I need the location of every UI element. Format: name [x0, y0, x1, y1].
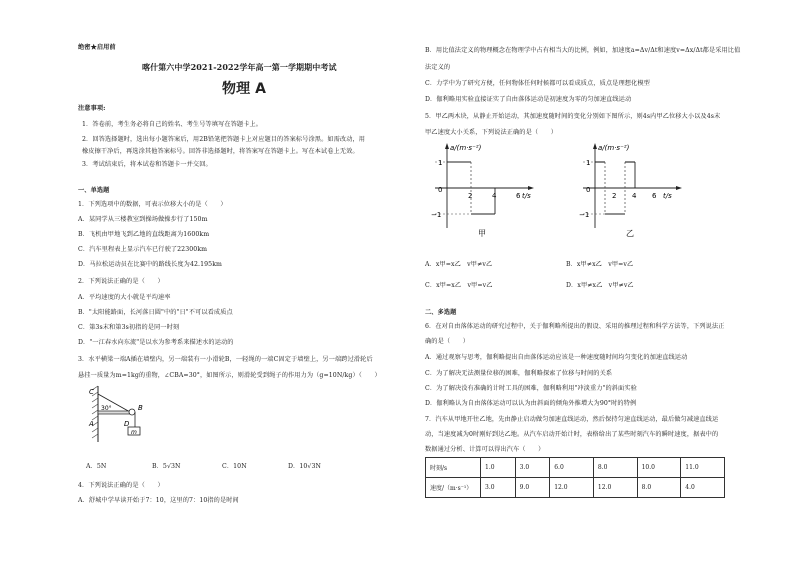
note-2-cont: 橡皮擦干净后，再选涂其他答案标号。回答非选择题时，将答案写在答题卡上。写在本试卷上无效。 [82, 148, 359, 155]
q4-option-c: C．力学中为了研究方便，任何物体任何时候都可以看成质点，质点是理想化模型 [425, 80, 650, 87]
table-cell: 10.0 [637, 458, 681, 478]
q6-option-a: A．通过观察与思考，伽利略提出自由落体运动应该是一种速度随时间均匀变化的加速直线运动 [425, 354, 688, 361]
q5-option-a: A．x甲=x乙 v甲≠v乙 [425, 261, 493, 268]
q2-option-d: D．"一江春水向东流"是以水为参考系来描述水的运动的 [78, 339, 234, 346]
q4-stem: 4．下列说法正确的是（ ） [78, 482, 164, 489]
q3-option-b: B．5√3N [152, 463, 181, 470]
table-row-time [426, 458, 725, 478]
q2-option-c: C．第3s末和第3s初指的是同一时刻 [78, 324, 180, 331]
q3-pulley-figure [86, 384, 156, 446]
yi-xlabel: t/s [663, 192, 672, 200]
yi-zero: 0 [586, 186, 591, 194]
fig-label-b: B [138, 404, 143, 412]
q3-option-d: D．10√3N [288, 463, 322, 470]
q4-option-a: A．舒城中学早读开始于7：10，这里的7：10指的是时间 [78, 497, 239, 504]
jia-neg-one: −1 [431, 211, 442, 219]
jia-tick-4: 4 [492, 192, 497, 200]
q2-option-b: B．"太阳能路面，长河落日圆"中的"日"不可以看成质点 [78, 309, 233, 316]
table-cell: 12.0 [593, 478, 637, 498]
note-1: 1．答卷前，考生务必将自己的姓名、考生号等填写在答题卡上。 [82, 121, 263, 128]
jia-tick-6: 6 [516, 192, 521, 200]
q1-option-c: C．汽车里程表上显示汽车已行驶了22300km [78, 246, 208, 253]
q1-option-a: A．某同学从三楼教室到操场做操步行了150m [78, 216, 208, 223]
section1-heading: 一、单选题 [78, 187, 110, 194]
table-cell: 3.0 [515, 458, 550, 478]
jia-name: 甲 [478, 229, 486, 238]
q5-option-d: D．x甲≠x乙 v甲≠v乙 [566, 282, 634, 289]
q7-stem-2: 动，当速度减为0时刚好到达乙地。从汽车启动开始计时，表格给出了某些时刻汽车的瞬时速度，据表中的 [425, 431, 719, 438]
note-2: 2．回答选择题时，选出每小题答案后，用2B铅笔把答题卡上对应题目的答案标号涂黑。如需改动，用 [82, 136, 366, 143]
jia-xlabel: t/s [522, 192, 531, 200]
table-row-speed [426, 478, 725, 498]
yi-name: 乙 [626, 229, 634, 238]
table-cell: 8.0 [637, 478, 681, 498]
q5-stem-1: 5．甲乙两木块，从静止开始运动，其加速度随时间的变化分别如下图所示，则4s内甲乙位移大小以及4s末 [425, 113, 721, 120]
q1-stem: 1．下列选项中的数据，可表示位移大小的是（ ） [78, 201, 227, 208]
q6-stem-1: 6．在对自由落体运动的研究过程中，关于伽利略所提出的假设、采用的推理过程和科学方法等，下列说法正 [425, 323, 725, 330]
notes-heading: 注意事项: [78, 105, 106, 112]
yi-tick-2: 2 [612, 192, 617, 200]
graph-jia [425, 140, 535, 238]
q3-stem-2: 悬挂一质量为m=1kg的重物，∠CBA=30°，如图所示，则滑轮受到绳子的作用力为（g=10N/kg）（ ） [78, 372, 381, 379]
table-cell: 时刻/s [426, 458, 481, 478]
table-cell: 3.0 [481, 478, 516, 498]
q7-stem-1: 7．汽车从甲地开往乙地，先由静止启动做匀加速直线运动，然后保持匀速直线运动，最后做匀减速直线运 [425, 416, 719, 423]
table-cell: 速度/（m·s⁻¹） [426, 478, 481, 498]
q6-option-c: C．为了解决没有准确的计时工具的困难，伽利略利用"冲淡重力"的斜面实验 [425, 385, 637, 392]
q4-option-b-1: B．用比值法定义的物理概念在物理学中占有相当大的比例，例如，加速度a=Δv/Δt和速度v=Δx/Δt都是采用比值 [425, 47, 741, 54]
fig-label-c: C [89, 388, 94, 396]
q1-option-b: B．飞机由甲地飞到乙地的直线距离为1600km [78, 231, 210, 238]
table-cell: 12.0 [550, 478, 594, 498]
yi-ylabel: a/(m·s⁻²) [598, 144, 630, 152]
q2-option-a: A．平均速度的大小就是平均速率 [78, 294, 171, 301]
jia-tick-2: 2 [468, 192, 473, 200]
table-cell: 4.0 [681, 478, 725, 498]
q6-stem-2: 确的是（ ） [425, 338, 470, 345]
table-cell: 9.0 [515, 478, 550, 498]
q4-option-b-2: 法定义的 [425, 64, 451, 71]
yi-neg-one: −1 [579, 211, 590, 219]
exam-title: 喀什第六中学2021-2022学年高一第一学期期中考试 [142, 62, 337, 72]
q6-option-b: C．为了解决无法测量位移的困难，伽利略探索了位移与时间的关系 [425, 370, 613, 377]
fig-label-d: D [124, 420, 130, 428]
q3-option-a: A．5N [86, 463, 107, 470]
section2-heading: 二、多选题 [425, 309, 457, 316]
table-cell: 6.0 [550, 458, 594, 478]
q5-option-c: C．x甲=x乙 v甲=v乙 [425, 282, 493, 289]
q7-stem-3: 数据通过分析、计算可以得出汽车（ ） [425, 446, 545, 453]
q6-option-d: D．伽利略认为自由落体运动可以认为由斜面的倾角外推增大为90°时的特例 [425, 400, 637, 407]
graph-yi [573, 140, 683, 238]
q3-stem-1: 3．水平横梁一端A插在墙壁内，另一端装有一小滑轮B，一轻绳的一端C固定于墙壁上，另一端跨过滑轮后 [78, 356, 373, 363]
q4-option-d: D．伽利略用实验直接证实了自由落体运动是初速度为零的匀加速直线运动 [425, 96, 632, 103]
table-cell: 11.0 [681, 458, 725, 478]
note-3: 3．考试结束后，将本试卷和答题卡一并交回。 [82, 161, 212, 168]
q1-option-d: D．马拉松运动员在比赛中的路线长度为42.195km [78, 261, 223, 268]
jia-zero: 0 [438, 186, 443, 194]
table-cell: 8.0 [593, 458, 637, 478]
speed-table [425, 457, 725, 498]
q3-option-c: C．10N [222, 463, 247, 470]
jia-one: 1 [438, 159, 443, 167]
fig-label-a: A [89, 420, 94, 428]
yi-tick-6: 6 [652, 192, 657, 200]
fig-label-angle: 30° [101, 405, 112, 412]
table-cell: 1.0 [481, 458, 516, 478]
fig-label-m: m [131, 429, 137, 436]
yi-tick-4: 4 [632, 192, 637, 200]
q2-stem: 2．下列说法正确的是（ ） [78, 278, 164, 285]
yi-one: 1 [586, 159, 591, 167]
q5-stem-2: 甲乙速度大小关系，下列说法正确的是（ ） [425, 129, 558, 136]
jia-ylabel: a/(m·s⁻²) [450, 144, 482, 152]
subject-title: 物理 A [222, 81, 267, 97]
q5-option-b: B．x甲≠x乙 v甲=v乙 [566, 261, 634, 268]
secret-mark: 绝密★启用前 [78, 44, 116, 51]
